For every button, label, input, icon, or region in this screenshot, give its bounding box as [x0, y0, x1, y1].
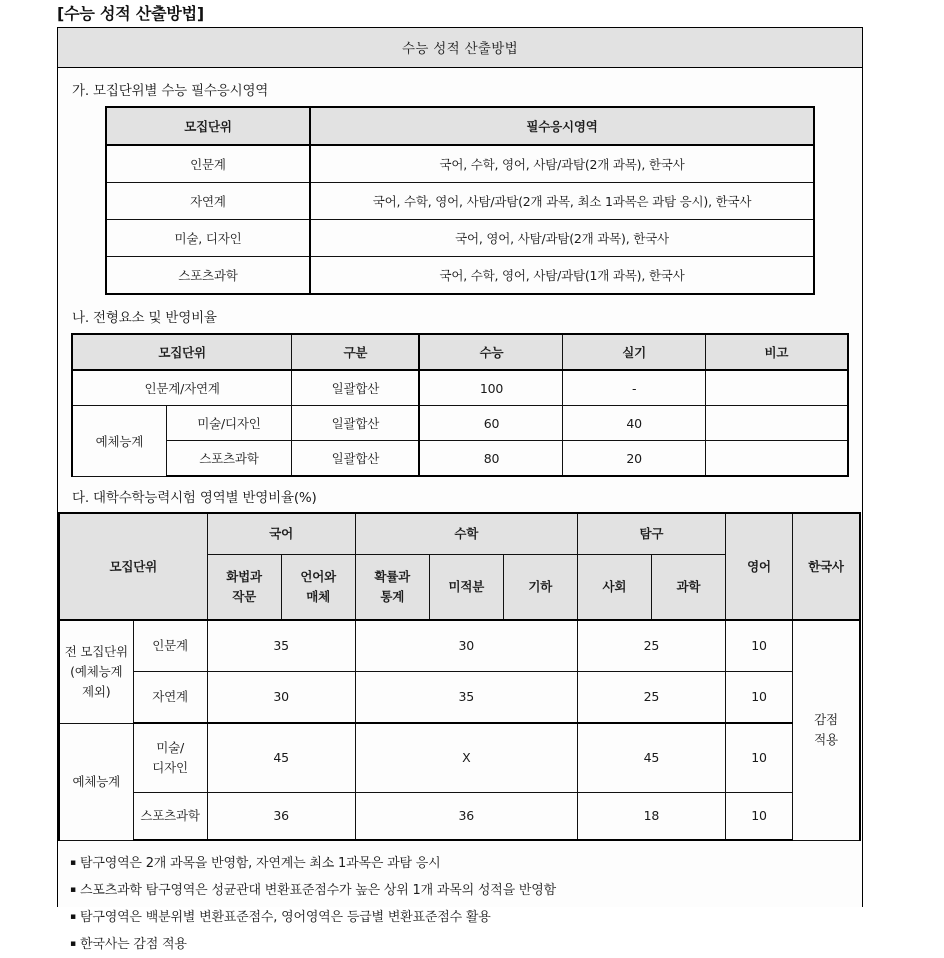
bullet-icon: ▪ [70, 885, 76, 895]
group-line1: 전 모집단위 [64, 643, 128, 659]
cell-areas: 국어, 수학, 영어, 사탐/과탐(1개 과목), 한국사 [310, 257, 814, 295]
table-header-row-top [59, 513, 860, 555]
cell-math: 36 [355, 793, 577, 841]
cell-suneung: 100 [419, 370, 562, 406]
cell-remark [705, 406, 848, 441]
cell-group-all-units [59, 620, 133, 723]
content-box [57, 27, 863, 952]
header-korean-sub-2-line1: 언어와 [300, 569, 336, 584]
cell-subgroup: 스포츠과학 [166, 441, 292, 477]
header-unit: 모집단위 [106, 107, 310, 145]
cell-unit: 스포츠과학 [106, 257, 310, 295]
cell-korean: 45 [207, 723, 355, 793]
cell-remark [705, 370, 848, 406]
cell-inquiry: 25 [577, 620, 725, 672]
cell-suneung: 80 [419, 441, 562, 477]
table-header-row [106, 107, 814, 145]
cell-practical: 40 [563, 406, 705, 441]
header-unit: 모집단위 [59, 513, 207, 620]
cell-group-arts: 예체능계 [59, 723, 133, 840]
table-row [59, 723, 860, 793]
cell-unit: 인문계 [106, 145, 310, 183]
header-math-sub-1-line2: 통계 [380, 589, 405, 604]
header-korean-sub-1 [207, 555, 281, 621]
cell-group: 예체능계 [72, 406, 166, 477]
cell-practical: - [563, 370, 705, 406]
history-line1: 감점 [814, 712, 838, 728]
table-row [106, 257, 814, 295]
note-text: 한국사는 감점 적용 [80, 937, 187, 952]
cell-areas: 국어, 영어, 사탐/과탐(2개 과목), 한국사 [310, 220, 814, 257]
header-math-sub-1 [355, 555, 429, 621]
cell-korean: 35 [207, 620, 355, 672]
table-area-ratio [58, 512, 861, 841]
header-math-sub-1-line1: 확률과 [374, 569, 411, 584]
cell-type: 일괄합산 [292, 406, 420, 441]
bullet-icon: ▪ [70, 912, 76, 922]
cell-areas: 국어, 수학, 영어, 사탐/과탐(2개 과목), 한국사 [310, 145, 814, 183]
cell-english: 10 [726, 672, 793, 724]
cell-math: 35 [355, 672, 577, 724]
note-item [70, 850, 862, 877]
header-areas: 필수응시영역 [310, 107, 814, 145]
table-evaluation-ratio [71, 333, 849, 477]
table-required-subjects [105, 106, 815, 295]
cell-remark [705, 441, 848, 477]
table-row [72, 441, 848, 477]
header-korean: 국어 [207, 513, 355, 555]
header-history: 한국사 [793, 513, 861, 620]
cell-practical: 20 [563, 441, 705, 477]
cell-math: X [355, 723, 577, 793]
cell-areas: 국어, 수학, 영어, 사탐/과탐(2개 과목, 최소 1과목은 과탐 응시), 한국사 [310, 183, 814, 220]
cell-group: 인문계/자연계 [72, 370, 292, 406]
cell-subgroup: 미술/디자인 [166, 406, 292, 441]
cell-history [793, 620, 861, 840]
cell-inquiry: 45 [577, 723, 725, 793]
table-row [106, 145, 814, 183]
header-inquiry: 탐구 [577, 513, 725, 555]
cell-math: 30 [355, 620, 577, 672]
header-korean-sub-1-line1: 화법과 [226, 569, 262, 584]
header-math: 수학 [355, 513, 577, 555]
note-text: 탐구영역은 2개 과목을 반영함, 자연계는 최소 1과목은 과탐 응시 [80, 856, 441, 871]
table-row [72, 406, 848, 441]
subgroup-line2: 디자인 [152, 760, 188, 775]
header-korean-sub-2 [281, 555, 355, 621]
cell-unit: 미술, 디자인 [106, 220, 310, 257]
cell-subgroup [133, 723, 207, 793]
cell-korean: 36 [207, 793, 355, 841]
header-english: 영어 [726, 513, 793, 620]
cell-english: 10 [726, 793, 793, 841]
table-row [106, 183, 814, 220]
cell-korean: 30 [207, 672, 355, 724]
bullet-icon: ▪ [70, 939, 76, 949]
subgroup-line1: 미술/ [156, 740, 184, 755]
cell-suneung: 60 [419, 406, 562, 441]
section-c-label: 다. 대학수학능력시험 영역별 반영비율(%) [72, 490, 317, 506]
header-inquiry-sub-1: 사회 [577, 555, 651, 621]
table-row [59, 620, 860, 672]
note-text: 스포츠과학 탐구영역은 성균관대 변환표준점수가 높은 상위 1개 과목의 성적을 반영함 [80, 883, 556, 898]
cell-english: 10 [726, 620, 793, 672]
cell-subgroup: 인문계 [133, 620, 207, 672]
note-item [70, 877, 862, 904]
cell-english: 10 [726, 723, 793, 793]
bullet-icon: ▪ [70, 858, 76, 868]
section-a-label: 가. 모집단위별 수능 필수응시영역 [72, 83, 269, 99]
history-line2: 적용 [814, 732, 838, 748]
cell-inquiry: 18 [577, 793, 725, 841]
cell-type: 일괄합산 [292, 370, 420, 406]
note-item [70, 931, 862, 958]
cell-type: 일괄합산 [292, 441, 420, 477]
header-type: 구분 [292, 334, 420, 370]
note-text: 탐구영역은 백분위별 변환표준점수, 영어영역은 등급별 변환표준점수 활용 [80, 910, 491, 925]
cell-unit: 자연계 [106, 183, 310, 220]
table-row [59, 672, 860, 724]
cell-subgroup: 스포츠과학 [133, 793, 207, 841]
banner-title: 수능 성적 산출방법 [58, 28, 862, 68]
table-row [59, 793, 860, 841]
group-line3: 제외) [82, 683, 111, 699]
header-suneung: 수능 [419, 334, 562, 370]
cell-subgroup: 자연계 [133, 672, 207, 724]
table-header-row [72, 334, 848, 370]
table-row [106, 220, 814, 257]
header-math-sub-3: 기하 [503, 555, 577, 621]
header-remark: 비고 [705, 334, 848, 370]
note-item [70, 904, 862, 931]
section-b-label: 나. 전형요소 및 반영비율 [72, 310, 217, 326]
header-korean-sub-1-line2: 작문 [232, 589, 256, 604]
group-line2: (예체능계 [70, 663, 123, 679]
header-math-sub-2: 미적분 [429, 555, 503, 621]
header-inquiry-sub-2: 과학 [651, 555, 725, 621]
table-row [72, 370, 848, 406]
page-title: [수능 성적 산출방법] [57, 4, 205, 23]
cell-inquiry: 25 [577, 672, 725, 724]
header-korean-sub-2-line2: 매체 [306, 589, 331, 604]
header-practical: 실기 [563, 334, 705, 370]
notes-list [58, 841, 862, 958]
header-unit: 모집단위 [72, 334, 292, 370]
